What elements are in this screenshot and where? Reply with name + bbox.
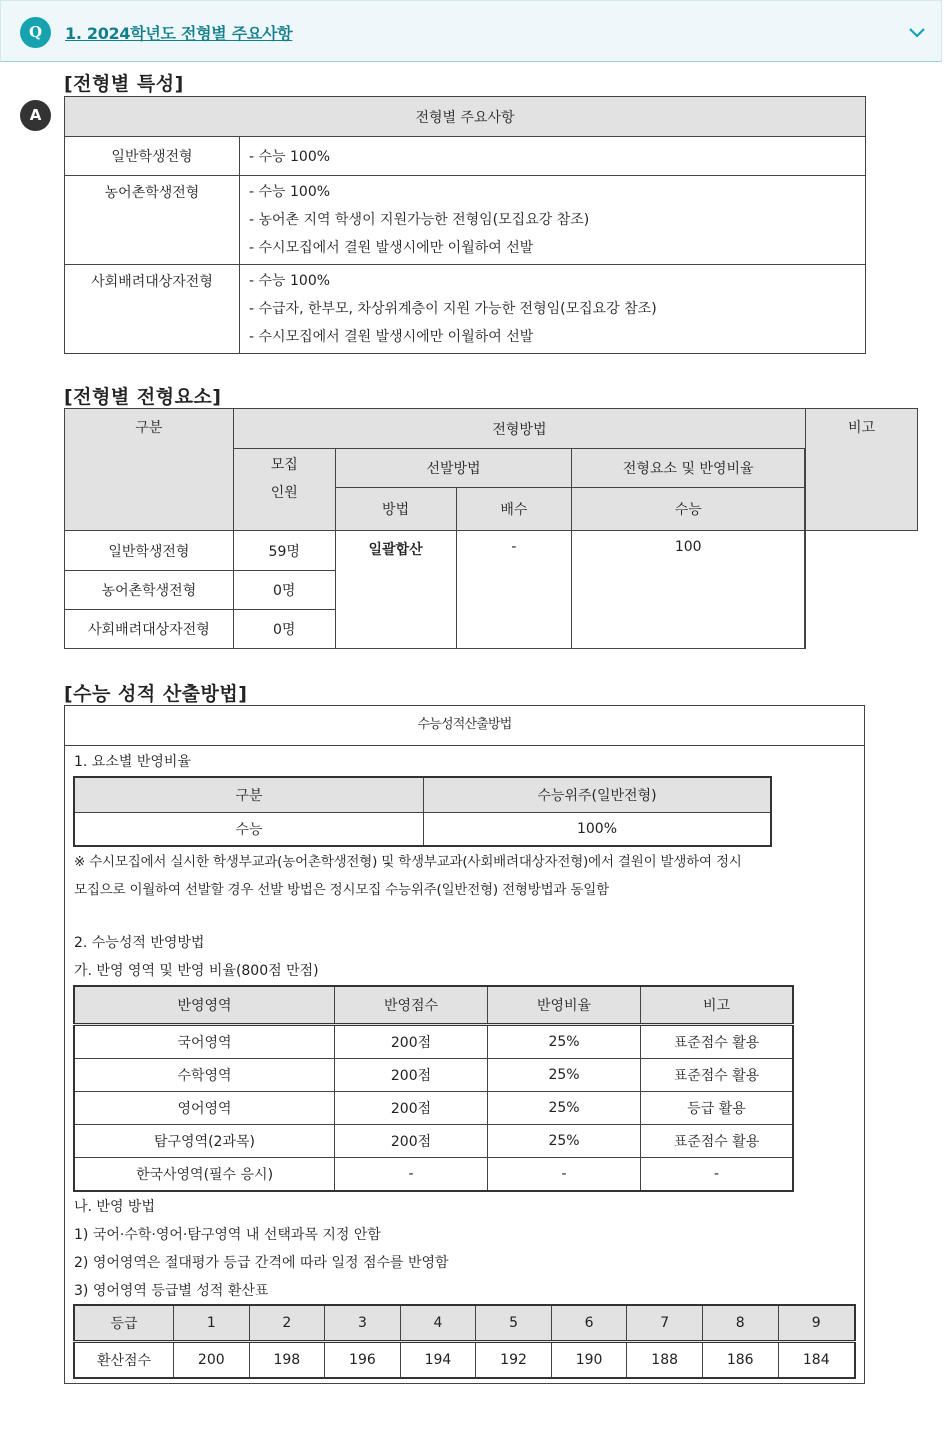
row-quota: 59명	[233, 531, 335, 571]
row-note	[805, 571, 806, 610]
header-category: 구분	[65, 409, 234, 531]
ratio-cell: 100%	[424, 813, 772, 847]
grade-cell: 8	[702, 1305, 778, 1342]
score-cell: 194	[400, 1342, 476, 1379]
row-label: 일반학생전형	[65, 137, 240, 176]
area-cell: -	[335, 1158, 488, 1192]
content-line: - 수시모집에서 결원 발생시에만 이월하여 선발	[249, 240, 534, 256]
elements-table	[64, 408, 918, 649]
area-cell: 국어영역	[74, 1025, 335, 1059]
row-label: 사회배려대상자전형	[65, 265, 240, 354]
content-line: - 수능 100%	[249, 184, 331, 200]
score-cell: 198	[249, 1342, 325, 1379]
ratio-cell: 수능	[74, 813, 424, 847]
header-note: 비고	[806, 409, 918, 531]
box-header: 수능성적산출방법	[65, 706, 864, 746]
grade-label: 등급	[74, 1305, 174, 1342]
row-content: - 수능 100%	[240, 137, 866, 176]
area-cell: 25%	[488, 1125, 641, 1158]
grade-cell: 7	[627, 1305, 703, 1342]
row-quota: 0명	[233, 610, 335, 649]
cell-multiple: -	[456, 531, 572, 649]
score-cell: 190	[551, 1342, 627, 1379]
area-table	[73, 985, 794, 1192]
header-how: 방법	[335, 488, 456, 531]
row-label: 농어촌학생전형	[65, 571, 234, 610]
score-cell: 192	[476, 1342, 552, 1379]
method-note: 1) 국어·수학·영어·탐구영역 내 선택과목 지정 안함	[74, 1227, 381, 1243]
content-line: - 수능 100%	[249, 273, 331, 289]
characteristics-table	[64, 96, 866, 354]
header-selection: 선발방법	[335, 449, 572, 488]
row-label: 일반학생전형	[65, 531, 234, 571]
note-line: 모집으로 이월하여 선발할 경우 선발 방법은 정시모집 수능위주(일반전형) 전형방법과 동일함	[74, 882, 609, 898]
cell-csat: 100	[572, 531, 805, 649]
area-header: 반영비율	[488, 986, 641, 1025]
area-cell: 수학영역	[74, 1059, 335, 1092]
content-line: - 수시모집에서 결원 발생시에만 이월하여 선발	[249, 329, 534, 345]
ratio-header: 수능위주(일반전형)	[424, 777, 772, 813]
area-header: 반영영역	[74, 986, 335, 1025]
row-label: 사회배려대상자전형	[65, 610, 234, 649]
area-cell: 한국사영역(필수 응시)	[74, 1158, 335, 1192]
area-cell: 25%	[488, 1059, 641, 1092]
header-method: 전형방법	[233, 409, 805, 449]
chevron-down-icon[interactable]	[907, 22, 927, 42]
score-cell: 200	[174, 1342, 250, 1379]
area-header: 반영점수	[335, 986, 488, 1025]
row-label: 농어촌학생전형	[65, 176, 240, 265]
row-content	[240, 265, 866, 354]
row-content	[240, 176, 866, 265]
score-cell: 188	[627, 1342, 703, 1379]
area-header: 비고	[641, 986, 794, 1025]
score-label: 환산점수	[74, 1342, 174, 1379]
area-cell: 200점	[335, 1025, 488, 1059]
section-heading-csat-calc: [수능 성적 산출방법]	[64, 683, 248, 705]
header-quota-line: 모집	[270, 457, 298, 473]
section-heading-characteristics: [전형별 특성]	[64, 73, 184, 95]
grade-cell: 6	[551, 1305, 627, 1342]
area-cell: 25%	[488, 1025, 641, 1059]
grade-table	[73, 1304, 856, 1379]
csat-calc-box	[64, 705, 865, 1384]
item2-sub-b: 나. 반영 방법	[74, 1199, 155, 1215]
row-quota: 0명	[233, 571, 335, 610]
answer-badge: A	[20, 100, 51, 131]
area-cell: 등급 활용	[641, 1092, 794, 1125]
method-note: 2) 영어영역은 절대평가 등급 간격에 따라 일정 점수를 반영함	[74, 1255, 449, 1271]
area-cell: 25%	[488, 1092, 641, 1125]
content-line: - 수급자, 한부모, 차상위계층이 지원 가능한 전형임(모집요강 참조)	[249, 301, 657, 317]
area-cell: 200점	[335, 1125, 488, 1158]
note-line: ※ 수시모집에서 실시한 학생부교과(농어촌학생전형) 및 학생부교과(사회배려대상자전형)에서 결원이 발생하여 정시	[74, 854, 742, 870]
cell-how: 일괄합산	[335, 531, 456, 649]
area-cell: -	[488, 1158, 641, 1192]
area-cell: 표준점수 활용	[641, 1059, 794, 1092]
grade-cell: 1	[174, 1305, 250, 1342]
header-multiple: 배수	[456, 488, 572, 531]
item1-title: 1. 요소별 반영비율	[74, 754, 191, 770]
question-title-link[interactable]: 1. 2024학년도 전형별 주요사항	[65, 24, 293, 43]
area-cell: 영어영역	[74, 1092, 335, 1125]
score-cell: 196	[325, 1342, 401, 1379]
table-header: 전형별 주요사항	[65, 97, 866, 137]
question-header[interactable]	[0, 0, 942, 62]
area-cell: 표준점수 활용	[641, 1025, 794, 1059]
area-cell: -	[641, 1158, 794, 1192]
ratio-table	[73, 776, 772, 847]
area-cell: 200점	[335, 1059, 488, 1092]
score-cell: 186	[702, 1342, 778, 1379]
area-cell: 탐구영역(2과목)	[74, 1125, 335, 1158]
grade-cell: 2	[249, 1305, 325, 1342]
grade-cell: 9	[778, 1305, 855, 1342]
section-heading-elements: [전형별 전형요소]	[64, 386, 222, 408]
grade-cell: 3	[325, 1305, 401, 1342]
area-cell: 표준점수 활용	[641, 1125, 794, 1158]
grade-cell: 4	[400, 1305, 476, 1342]
ratio-header: 구분	[74, 777, 424, 813]
area-cell: 200점	[335, 1092, 488, 1125]
grade-cell: 5	[476, 1305, 552, 1342]
header-elements: 전형요소 및 반영비율	[572, 449, 805, 488]
row-note	[805, 610, 806, 649]
content-line: - 농어촌 지역 학생이 지원가능한 전형임(모집요강 참조)	[249, 212, 590, 228]
row-note	[805, 531, 806, 571]
method-note: 3) 영어영역 등급별 성적 환산표	[74, 1283, 269, 1299]
question-badge: Q	[20, 17, 51, 48]
header-quota-line: 인원	[270, 485, 298, 501]
header-quota	[233, 449, 335, 531]
score-cell: 184	[778, 1342, 855, 1379]
item2-title: 2. 수능성적 반영방법	[74, 935, 205, 951]
item2-sub-a: 가. 반영 영역 및 반영 비율(800점 만점)	[74, 963, 319, 979]
header-csat: 수능	[572, 488, 805, 531]
